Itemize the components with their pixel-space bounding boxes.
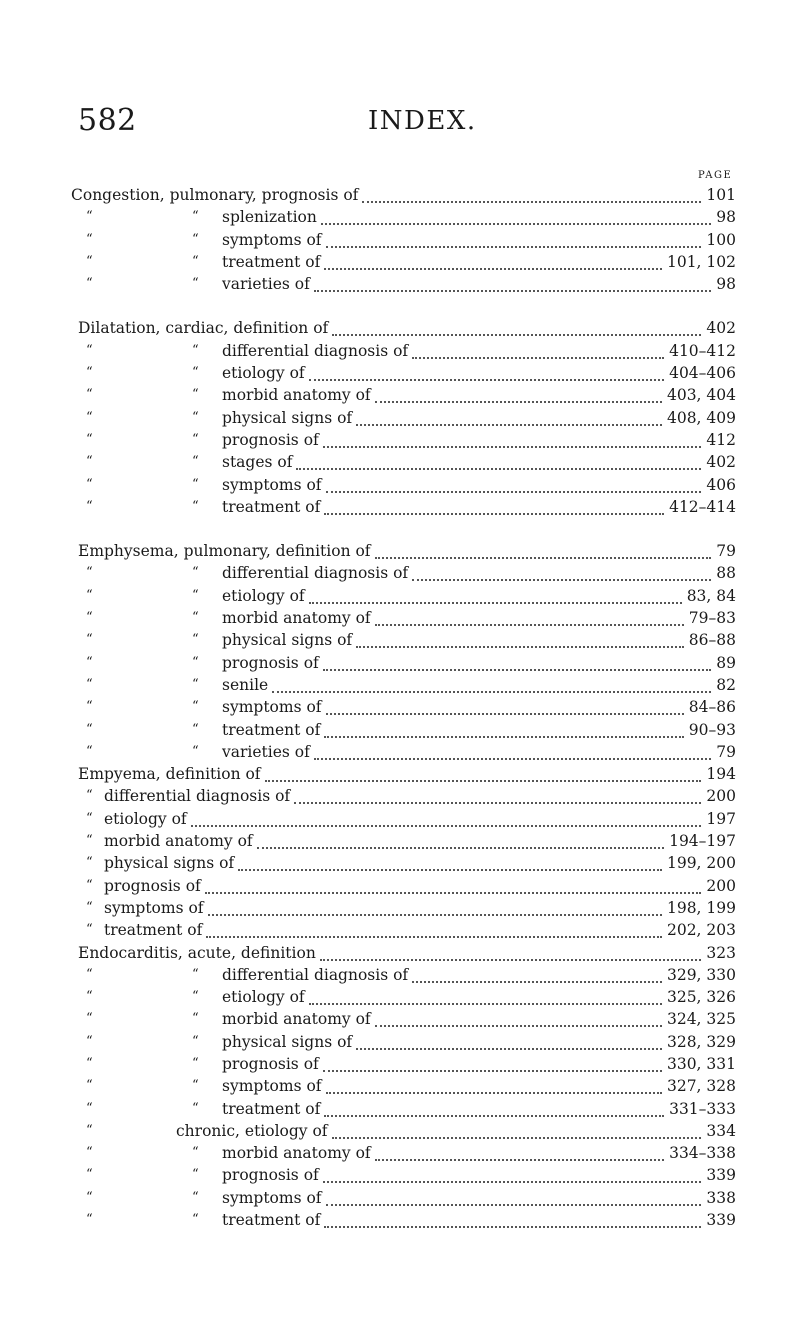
ditto-mark: “ — [192, 654, 199, 670]
dot-leader — [323, 1048, 662, 1072]
dot-leader — [375, 379, 662, 403]
dot-leader — [324, 1093, 664, 1117]
entry-page-ref: 98 — [713, 273, 736, 295]
entry-page-ref: 100 — [703, 229, 736, 251]
ditto-mark: “ — [86, 1078, 93, 1094]
entry-heading: chronic, — [176, 1121, 245, 1140]
dot-leader — [412, 335, 664, 359]
entry-label — [104, 808, 187, 830]
entry-heading: Congestion, pulmonary, — [71, 186, 262, 204]
entry-page-ref: 325, 326 — [664, 986, 736, 1008]
entry-subject: differential diagnosis of — [222, 965, 409, 984]
ditto-mark: “ — [192, 1078, 199, 1094]
dot-leader — [272, 669, 711, 693]
ditto-mark: “ — [192, 743, 199, 759]
ditto-mark: “ — [86, 654, 93, 670]
entry-page-ref: 330, 331 — [664, 1053, 736, 1075]
dot-leader — [296, 446, 701, 470]
ditto-mark: “ — [86, 276, 93, 292]
ditto-mark: “ — [192, 966, 199, 982]
ditto-mark: “ — [192, 1033, 199, 1049]
ditto-mark: “ — [86, 855, 93, 871]
ditto-mark: “ — [86, 454, 93, 470]
entry-label — [222, 251, 320, 273]
dot-leader — [362, 179, 701, 203]
entry-subject: prognosis of — [222, 653, 319, 672]
entry-subject: physical signs of — [222, 1032, 353, 1051]
ditto-mark: “ — [192, 587, 199, 603]
ditto-mark: “ — [192, 1212, 199, 1228]
dot-leader — [314, 268, 711, 292]
entry-subject: morbid anatomy of — [222, 609, 371, 628]
entry-subject: symptoms of — [222, 475, 322, 494]
entry-label — [222, 986, 305, 1008]
entry-page-ref: 334–338 — [666, 1142, 736, 1164]
entry-subject: etiology of — [222, 364, 305, 383]
entry-page-ref: 194 — [703, 763, 736, 785]
entry-subject: definition of — [233, 319, 329, 338]
ditto-mark: “ — [86, 342, 93, 358]
ditto-mark: “ — [192, 231, 199, 247]
ditto-mark: “ — [86, 498, 93, 514]
entry-subject: varieties of — [222, 742, 310, 761]
ditto-mark: “ — [86, 788, 93, 804]
entry-subject: morbid anatomy of — [222, 1144, 371, 1163]
entry-heading: Dilatation, cardiac, — [78, 319, 234, 338]
dot-leader — [326, 224, 701, 248]
entry-page-ref: 403, 404 — [664, 384, 736, 406]
ditto-mark: “ — [86, 1033, 93, 1049]
entry-subject: treatment of — [222, 720, 321, 739]
dot-leader — [265, 758, 701, 782]
ditto-mark: “ — [86, 699, 93, 715]
entry-subject: splenization — [222, 208, 317, 227]
entry-subject: definition — [240, 943, 316, 962]
entry-page-ref: 83, 84 — [684, 585, 736, 607]
ditto-mark: “ — [192, 431, 199, 447]
index-entry — [0, 1209, 800, 1231]
ditto-mark: “ — [192, 387, 199, 403]
index-entries — [0, 184, 800, 1231]
entry-subject: treatment of — [222, 1211, 321, 1230]
entry-label — [222, 1053, 319, 1075]
entry-page-ref: 402 — [703, 451, 736, 473]
index-entry — [0, 273, 800, 295]
dot-leader — [326, 1182, 701, 1206]
entry-page-ref: 98 — [713, 206, 736, 228]
entry-label — [222, 674, 268, 696]
entry-page-ref: 198, 199 — [664, 897, 736, 919]
dot-leader — [332, 1115, 701, 1139]
entry-page-ref: 197 — [703, 808, 736, 830]
entry-label — [222, 451, 292, 473]
entry-label — [71, 184, 358, 206]
ditto-mark: “ — [86, 1212, 93, 1228]
ditto-mark: “ — [192, 1167, 199, 1183]
ditto-mark: “ — [86, 810, 93, 826]
dot-leader — [375, 535, 711, 559]
ditto-mark: “ — [192, 699, 199, 715]
entry-label — [222, 1209, 320, 1231]
entry-label — [78, 763, 261, 785]
dot-leader — [356, 1026, 662, 1050]
entry-label — [222, 719, 320, 741]
ditto-mark: “ — [86, 1011, 93, 1027]
ditto-mark: “ — [86, 721, 93, 737]
entry-page-ref: 199, 200 — [664, 852, 736, 874]
ditto-mark: “ — [192, 342, 199, 358]
ditto-mark: “ — [86, 1100, 93, 1116]
entry-subject: etiology of — [244, 1121, 328, 1140]
entry-page-ref: 334 — [703, 1120, 736, 1142]
entry-page-ref: 90–93 — [686, 719, 736, 741]
dot-leader — [324, 714, 684, 738]
entry-page-ref: 410–412 — [666, 340, 736, 362]
entry-label — [222, 384, 371, 406]
ditto-mark: “ — [86, 253, 93, 269]
ditto-mark: “ — [86, 1122, 93, 1138]
ditto-mark: “ — [86, 743, 93, 759]
entry-page-ref: 101, 102 — [664, 251, 736, 273]
running-head: INDEX. — [368, 106, 477, 136]
entry-label — [78, 317, 328, 339]
page-column-label: PAGE — [698, 170, 733, 181]
entry-subject: morbid anatomy of — [222, 1010, 371, 1029]
entry-page-ref: 323 — [703, 942, 736, 964]
dot-leader — [320, 937, 701, 961]
index-entry — [0, 942, 800, 964]
ditto-mark: “ — [192, 721, 199, 737]
ditto-mark: “ — [86, 899, 93, 915]
dot-leader — [412, 557, 711, 581]
entry-label — [222, 607, 371, 629]
dot-leader — [206, 914, 662, 938]
entry-label — [222, 273, 310, 295]
entry-label — [78, 540, 371, 562]
entry-page-ref: 86–88 — [686, 629, 736, 651]
dot-leader — [208, 892, 662, 916]
entry-label — [104, 897, 204, 919]
entry-subject: morbid anatomy of — [222, 386, 371, 405]
dot-leader — [324, 491, 664, 515]
ditto-mark: “ — [86, 922, 93, 938]
dot-leader — [314, 736, 711, 760]
entry-subject: prognosis of — [104, 876, 201, 895]
entry-page-ref: 194–197 — [666, 830, 736, 852]
entry-page-ref: 329, 330 — [664, 964, 736, 986]
entry-subject: differential diagnosis of — [222, 564, 409, 583]
index-entry — [0, 496, 800, 518]
entry-label — [104, 875, 201, 897]
entry-subject: symptoms of — [222, 1188, 322, 1207]
entry-subject: varieties of — [222, 275, 310, 294]
ditto-mark: “ — [86, 1167, 93, 1183]
dot-leader — [323, 647, 711, 671]
entry-page-ref: 404–406 — [666, 362, 736, 384]
entry-subject: treatment of — [104, 921, 203, 940]
dot-leader — [191, 803, 701, 827]
entry-label — [222, 1187, 322, 1209]
entry-subject: symptoms of — [222, 230, 322, 249]
dot-leader — [356, 624, 684, 648]
entry-subject: physical signs of — [222, 408, 353, 427]
entry-subject: etiology of — [222, 988, 305, 1007]
entry-page-ref: 339 — [703, 1164, 736, 1186]
ditto-mark: “ — [192, 365, 199, 381]
entry-subject: etiology of — [104, 809, 187, 828]
entry-label — [222, 229, 322, 251]
dot-leader — [326, 691, 684, 715]
entry-label — [222, 1164, 319, 1186]
dot-leader — [375, 1137, 664, 1161]
entry-label — [222, 496, 320, 518]
ditto-mark: “ — [86, 1189, 93, 1205]
ditto-mark: “ — [86, 632, 93, 648]
ditto-mark: “ — [86, 387, 93, 403]
entry-subject: prognosis of — [222, 430, 319, 449]
entry-page-ref: 327, 328 — [664, 1075, 736, 1097]
entry-subject: definition of — [275, 542, 371, 561]
dot-leader — [323, 1159, 701, 1183]
dot-leader — [412, 959, 662, 983]
entry-subject: treatment of — [222, 1099, 321, 1118]
ditto-mark: “ — [86, 877, 93, 893]
ditto-mark: “ — [192, 989, 199, 1005]
page-header — [78, 103, 736, 143]
entry-page-ref: 324, 325 — [664, 1008, 736, 1030]
dot-leader — [326, 1070, 662, 1094]
entry-label — [222, 206, 317, 228]
entry-subject: symptoms of — [104, 898, 204, 917]
entry-page-ref: 200 — [703, 875, 736, 897]
ditto-mark: “ — [192, 565, 199, 581]
ditto-mark: “ — [86, 431, 93, 447]
entry-label — [78, 942, 316, 964]
dot-leader — [309, 357, 664, 381]
index-entry — [0, 317, 800, 339]
dot-leader — [205, 870, 701, 894]
dot-leader — [323, 424, 701, 448]
entry-page-ref: 331–333 — [666, 1098, 736, 1120]
entry-label — [222, 1098, 320, 1120]
ditto-mark: “ — [86, 565, 93, 581]
ditto-mark: “ — [192, 498, 199, 514]
entry-page-ref: 79–83 — [686, 607, 736, 629]
dot-leader — [257, 825, 664, 849]
entry-page-ref: 402 — [703, 317, 736, 339]
ditto-mark: “ — [86, 966, 93, 982]
dot-leader — [238, 847, 662, 871]
entry-page-ref: 89 — [713, 652, 736, 674]
ditto-mark: “ — [192, 409, 199, 425]
ditto-mark: “ — [192, 610, 199, 626]
entry-subject: differential diagnosis of — [104, 787, 291, 806]
entry-label — [222, 696, 322, 718]
ditto-mark: “ — [192, 1145, 199, 1161]
entry-subject: etiology of — [222, 586, 305, 605]
entry-page-ref: 339 — [703, 1209, 736, 1231]
entry-subject: senile — [222, 675, 269, 694]
entry-page-ref: 79 — [713, 741, 736, 763]
entry-page-ref: 338 — [703, 1187, 736, 1209]
entry-subject: symptoms of — [222, 1077, 322, 1096]
ditto-mark: “ — [86, 1055, 93, 1071]
ditto-mark: “ — [86, 587, 93, 603]
entry-subject: definition of — [165, 765, 261, 784]
entry-page-ref: 79 — [713, 540, 736, 562]
entry-page-ref: 412–414 — [666, 496, 736, 518]
entry-label — [222, 585, 305, 607]
dot-leader — [375, 602, 684, 626]
ditto-mark: “ — [86, 209, 93, 225]
entry-page-ref: 84–86 — [686, 696, 736, 718]
ditto-mark: “ — [192, 1100, 199, 1116]
entry-subject: treatment of — [222, 497, 321, 516]
dot-leader — [356, 402, 662, 426]
entry-label — [104, 830, 253, 852]
dot-leader — [324, 246, 662, 270]
ditto-mark: “ — [192, 632, 199, 648]
ditto-mark: “ — [86, 989, 93, 1005]
ditto-mark: “ — [192, 276, 199, 292]
entry-subject: differential diagnosis of — [222, 341, 409, 360]
entry-subject: stages of — [222, 453, 293, 472]
entry-page-ref: 406 — [703, 474, 736, 496]
ditto-mark: “ — [192, 454, 199, 470]
entry-heading: Empyema, — [78, 765, 166, 784]
dot-leader — [326, 469, 701, 493]
ditto-mark: “ — [86, 610, 93, 626]
ditto-mark: “ — [86, 676, 93, 692]
entry-page-ref: 328, 329 — [664, 1031, 736, 1053]
ditto-mark: “ — [192, 1189, 199, 1205]
ditto-mark: “ — [192, 476, 199, 492]
entry-label — [222, 474, 322, 496]
entry-label — [176, 1120, 328, 1142]
entry-page-ref: 88 — [713, 562, 736, 584]
dot-leader — [324, 1204, 701, 1228]
entry-subject: prognosis of — [261, 186, 359, 204]
entry-subject: symptoms of — [222, 698, 322, 717]
entry-label — [104, 919, 202, 941]
ditto-mark: “ — [86, 365, 93, 381]
entry-heading: Emphysema, pulmonary, — [78, 542, 276, 561]
page-number: 582 — [78, 103, 137, 138]
entry-subject: prognosis of — [222, 1054, 319, 1073]
ditto-mark: “ — [192, 1011, 199, 1027]
ditto-mark: “ — [192, 253, 199, 269]
ditto-mark: “ — [86, 1145, 93, 1161]
entry-subject: prognosis of — [222, 1166, 319, 1185]
dot-leader — [375, 1003, 662, 1027]
entry-page-ref: 101 — [703, 184, 736, 206]
entry-label — [222, 1075, 322, 1097]
dot-leader — [309, 981, 662, 1005]
entry-label — [222, 1008, 371, 1030]
entry-label — [222, 362, 305, 384]
ditto-mark: “ — [86, 231, 93, 247]
ditto-mark: “ — [86, 833, 93, 849]
entry-heading: Endocarditis, acute, — [78, 943, 241, 962]
ditto-mark: “ — [86, 409, 93, 425]
entry-page-ref: 202, 203 — [664, 919, 736, 941]
dot-leader — [332, 312, 701, 336]
entry-page-ref: 82 — [713, 674, 736, 696]
entry-subject: morbid anatomy of — [104, 832, 253, 851]
entry-page-ref: 200 — [703, 785, 736, 807]
dot-leader — [294, 780, 701, 804]
entry-page-ref: 412 — [703, 429, 736, 451]
entry-subject: treatment of — [222, 252, 321, 271]
entry-page-ref: 408, 409 — [664, 407, 736, 429]
ditto-mark: “ — [192, 209, 199, 225]
ditto-mark: “ — [86, 476, 93, 492]
entry-subject: physical signs of — [104, 854, 235, 873]
entry-subject: physical signs of — [222, 631, 353, 650]
ditto-mark: “ — [192, 1055, 199, 1071]
dot-leader — [309, 580, 682, 604]
dot-leader — [321, 201, 711, 225]
ditto-mark: “ — [192, 676, 199, 692]
